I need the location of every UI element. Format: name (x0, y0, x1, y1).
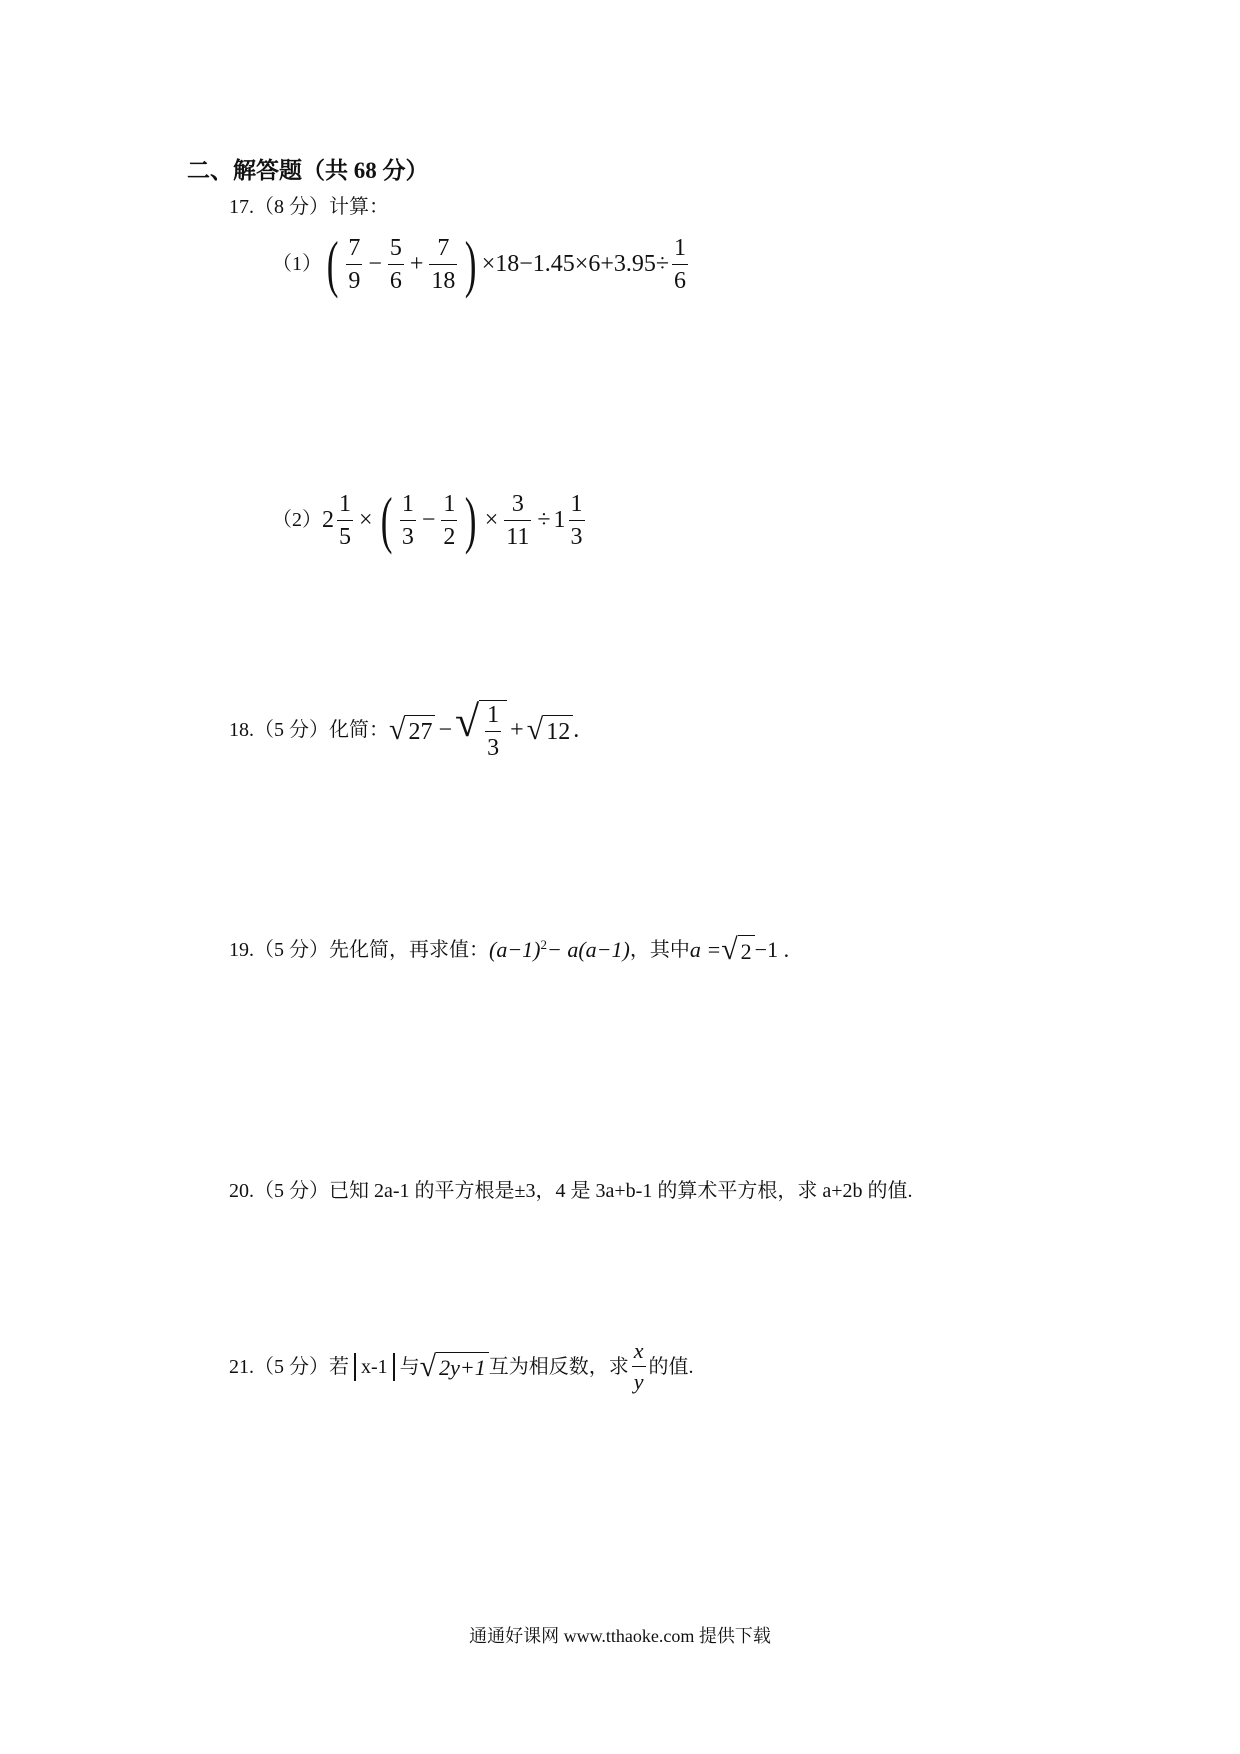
whole-number: 1 (553, 507, 566, 533)
expression: − a(a−1) (547, 937, 630, 962)
fraction: $\frac{1}{2}$ (443, 490, 456, 550)
question-18-header: 18.（5 分）化简： (229, 719, 389, 741)
right-paren: ) (465, 228, 477, 299)
divide-sign: ÷ (537, 507, 551, 533)
minus-sign: − (421, 507, 436, 533)
connector-text: 与 (399, 1355, 420, 1378)
connector-text: 互为相反数，求 (488, 1355, 629, 1378)
part-label: （2） (272, 509, 322, 531)
fraction: $\frac{1}{6}$ (674, 234, 687, 294)
footer-text: 通通好课网 www.tthaoke.com 提供下载 (469, 1626, 771, 1646)
square-root: √ 2y+1 (420, 1352, 489, 1382)
plus-sign: + (510, 717, 524, 743)
abs-bar-left (354, 1353, 356, 1381)
right-paren: ) (465, 484, 477, 555)
fraction: $\frac{1}{3}$ (570, 490, 583, 550)
whole-number: 2 (322, 507, 334, 533)
question-21-header: 21.（5 分）若 (229, 1355, 349, 1378)
fraction: $\frac{5}{6}$ (389, 234, 402, 294)
question-19-header: 19.（5 分）先化简，再求值： (229, 939, 489, 961)
question-17-part-1 (272, 228, 691, 299)
question-17-part-2 (272, 484, 588, 555)
section-title: 二、解答题（共 68 分） (187, 158, 429, 183)
abs-bar-right (393, 1353, 395, 1381)
fraction: $\frac{7}{9}$ (348, 234, 361, 294)
fraction: $\frac{1}{3}$ (401, 490, 414, 550)
connector-text: ，其中 (629, 939, 690, 961)
square-root: √ 27 (389, 715, 435, 745)
variable: a = (689, 937, 722, 962)
expression-tail: −1 . (754, 937, 790, 962)
abs-inner: x-1 (361, 1355, 388, 1378)
minus-sign: − (438, 717, 453, 743)
question-19 (229, 935, 789, 965)
question-20: 20.（5 分）已知 2a-1 的平方根是±3，4 是 3a+b-1 的算术平方根，求 a+2b 的值. (229, 1180, 913, 1202)
question-21 (229, 1340, 694, 1393)
connector-text: 的值. (648, 1355, 694, 1378)
times-sign: × (359, 507, 373, 533)
square-root: √ 2 (721, 935, 754, 965)
question-18 (229, 697, 580, 761)
fraction: $\frac{7}{18}$ (431, 234, 456, 294)
fraction: $\frac{3}{11}$ (506, 490, 530, 550)
exponent: 2 (540, 936, 547, 952)
left-paren: ( (380, 484, 393, 555)
period: . (573, 717, 580, 743)
left-paren: ( (326, 228, 339, 299)
expression-tail: ×18−1.45×6+3.95÷ (481, 251, 670, 277)
times-sign: × (484, 507, 499, 533)
question-17-header: 17.（8 分）计算： (229, 196, 389, 218)
plus-sign: + (409, 251, 424, 277)
square-root: √ 12 (527, 715, 573, 745)
square-root: √ $\frac{1}{3}$ (455, 700, 507, 760)
expression: (a−1) (489, 937, 541, 962)
part-label: （1） (272, 253, 322, 275)
fraction: $\frac{1}{5}$ (339, 490, 351, 550)
fraction: $\frac{x}{y}$ (633, 1338, 644, 1394)
minus-sign: − (368, 251, 382, 277)
